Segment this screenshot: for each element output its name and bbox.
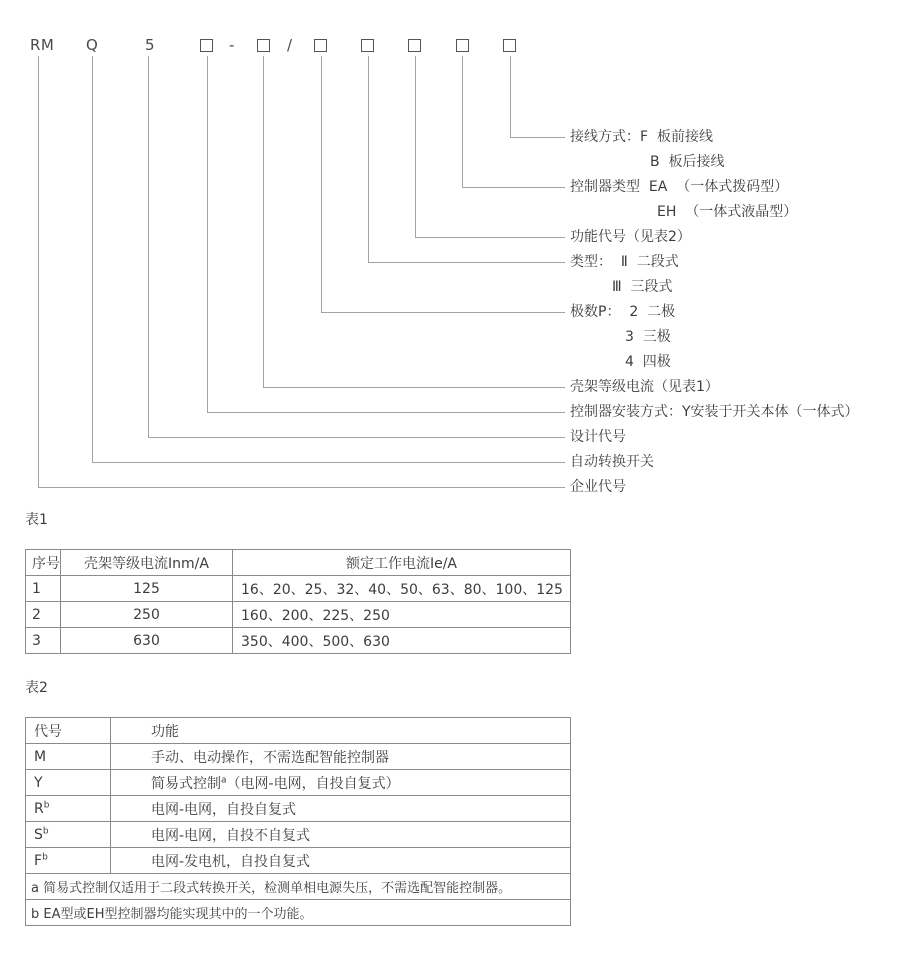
table1-header-cell: 额定工作电流Ie/A bbox=[233, 550, 571, 576]
designation-label: 接线方式：F 板前接线 bbox=[570, 129, 713, 145]
table1-cell: 160、200、225、250 bbox=[233, 602, 571, 628]
table1-cell: 3 bbox=[26, 628, 61, 654]
connector-horizontal-line bbox=[415, 237, 565, 238]
table2-caption: 表2 bbox=[25, 680, 48, 696]
connector-vertical-line bbox=[415, 56, 416, 238]
designation-label: B 板后接线 bbox=[650, 154, 725, 170]
table1-cell: 2 bbox=[26, 602, 61, 628]
table2-function-cell: 电网-电网，自投自复式 bbox=[111, 796, 571, 822]
model-code-box bbox=[200, 39, 213, 52]
table1-row bbox=[26, 602, 571, 628]
table2-row bbox=[26, 744, 571, 770]
table1-row bbox=[26, 628, 571, 654]
table1-cell: 630 bbox=[61, 628, 233, 654]
table2-footnote-row bbox=[26, 900, 571, 926]
designation-label: 功能代号（见表2） bbox=[570, 229, 691, 245]
connector-horizontal-line bbox=[38, 487, 565, 488]
connector-vertical-line bbox=[510, 56, 511, 138]
connector-vertical-line bbox=[92, 56, 93, 463]
table2-function-cell: 手动、电动操作，不需选配智能控制器 bbox=[111, 744, 571, 770]
table1-header-row bbox=[26, 550, 571, 576]
table2-row bbox=[26, 796, 571, 822]
connector-horizontal-line bbox=[321, 312, 565, 313]
superscript-note: b bbox=[42, 851, 48, 862]
table2-footnote-cell: a 简易式控制仅适用于二段式转换开关，检测单相电源失压，不需选配智能控制器。 bbox=[26, 874, 571, 900]
superscript-note: b bbox=[42, 825, 49, 836]
table2-code-cell: $S^b$ bbox=[26, 822, 111, 848]
connector-horizontal-line bbox=[92, 462, 565, 463]
designation-label: 自动转换开关 bbox=[570, 454, 654, 470]
table2-code-cell: M bbox=[26, 744, 111, 770]
table1-caption: 表1 bbox=[25, 512, 48, 528]
connector-horizontal-line bbox=[148, 437, 565, 438]
table2-code-cell: $F^b$ bbox=[26, 848, 111, 874]
table2-footnote-cell: b EA型或EH型控制器均能实现其中的一个功能。 bbox=[26, 900, 571, 926]
table1-header-cell: 序号 bbox=[26, 550, 61, 576]
model-code-box bbox=[503, 39, 516, 52]
connector-vertical-line bbox=[38, 56, 39, 488]
connector-horizontal-line bbox=[368, 262, 565, 263]
table1-cell: 1 bbox=[26, 576, 61, 602]
model-code-char: - bbox=[229, 36, 235, 54]
designation-label: 4 四极 bbox=[625, 354, 671, 370]
connector-vertical-line bbox=[462, 56, 463, 188]
designation-label: 企业代号 bbox=[570, 479, 626, 495]
model-code-char: RM bbox=[30, 36, 55, 54]
table1-row bbox=[26, 576, 571, 602]
table2-function-cell: 简易式控制$^a$（电网-电网，自投自复式） bbox=[111, 770, 571, 796]
model-code-box bbox=[408, 39, 421, 52]
model-code-char: 5 bbox=[145, 36, 156, 54]
connector-horizontal-line bbox=[510, 137, 565, 138]
designation-label: 壳架等级电流（见表1） bbox=[570, 379, 719, 395]
table1-cell: 16、20、25、32、40、50、63、80、100、125 bbox=[233, 576, 571, 602]
model-code-box bbox=[314, 39, 327, 52]
table1-header-cell: 壳架等级电流Inm/A bbox=[61, 550, 233, 576]
superscript-note: b bbox=[43, 799, 50, 810]
table2-code-cell: Y bbox=[26, 770, 111, 796]
connector-vertical-line bbox=[148, 56, 149, 438]
table1-frame-current bbox=[25, 549, 571, 654]
connector-vertical-line bbox=[368, 56, 369, 263]
connector-vertical-line bbox=[263, 56, 264, 388]
designation-label: 设计代号 bbox=[570, 429, 626, 445]
table2-function-cell: 电网-发电机，自投自复式 bbox=[111, 848, 571, 874]
table2-footnote-row bbox=[26, 874, 571, 900]
table1-cell: 125 bbox=[61, 576, 233, 602]
table2-function-codes bbox=[25, 717, 571, 926]
table2-header-cell: 代号 bbox=[26, 718, 111, 744]
table2-header-cell: 功能 bbox=[111, 718, 571, 744]
connector-horizontal-line bbox=[462, 187, 565, 188]
designation-label: 极数P： 2 二极 bbox=[570, 304, 676, 320]
designation-label: EH （一体式液晶型） bbox=[657, 204, 798, 220]
model-code-box bbox=[361, 39, 374, 52]
superscript-note: a bbox=[221, 774, 227, 785]
designation-label: 3 三极 bbox=[625, 329, 671, 345]
connector-horizontal-line bbox=[263, 387, 565, 388]
table2-row bbox=[26, 822, 571, 848]
table1-cell: 250 bbox=[61, 602, 233, 628]
connector-horizontal-line bbox=[207, 412, 565, 413]
designation-label: Ⅲ 三段式 bbox=[612, 279, 673, 295]
table2-header-row bbox=[26, 718, 571, 744]
designation-label: 控制器类型 EA （一体式拨码型） bbox=[570, 179, 789, 195]
model-code-char: / bbox=[287, 36, 293, 54]
model-code-box bbox=[257, 39, 270, 52]
connector-vertical-line bbox=[207, 56, 208, 413]
table2-function-cell: 电网-电网，自投不自复式 bbox=[111, 822, 571, 848]
designation-label: 类型： Ⅱ 二段式 bbox=[570, 254, 679, 270]
table1-cell: 350、400、500、630 bbox=[233, 628, 571, 654]
model-code-box bbox=[456, 39, 469, 52]
table2-row bbox=[26, 770, 571, 796]
designation-label: 控制器安装方式：Y安装于开关本体（一体式） bbox=[570, 404, 859, 420]
model-code-char: Q bbox=[86, 36, 99, 54]
table2-row bbox=[26, 848, 571, 874]
table2-code-cell: $R^b$ bbox=[26, 796, 111, 822]
connector-vertical-line bbox=[321, 56, 322, 313]
